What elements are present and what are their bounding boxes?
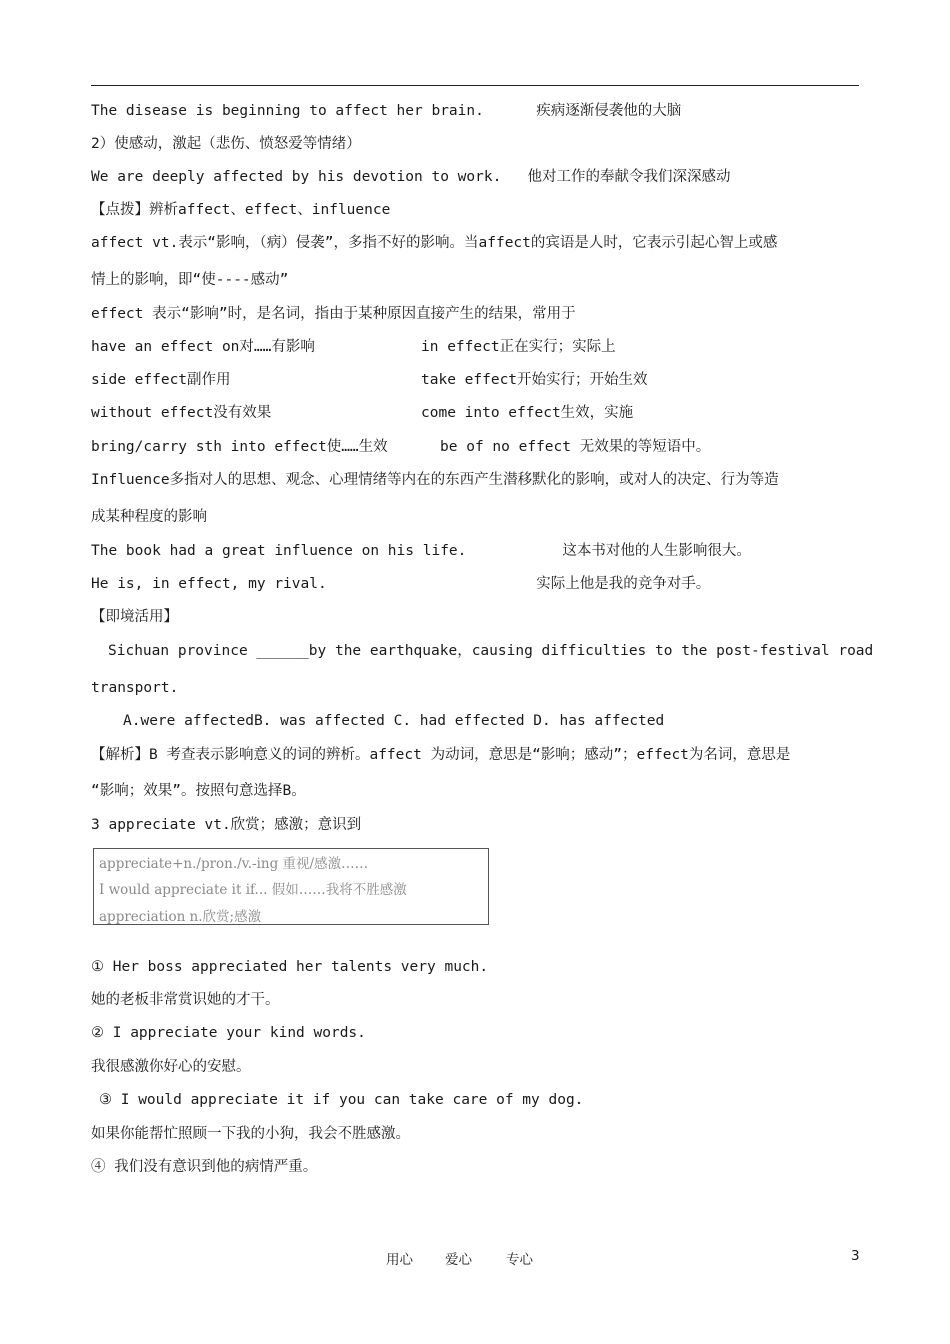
- footer-motto: 专心: [506, 1252, 533, 1268]
- question-text: Sichuan province ______by the earthquake，causing difficulties to the post-festival road: [108, 643, 874, 659]
- explanation-text: 【解析】B 考查表示影响意义的词的辨析。affect 为动词，意思是“影响；感动”；effect为名词，意思是: [91, 747, 791, 763]
- text-line: 情上的影响，即“使----感动”: [91, 272, 289, 288]
- explanation-text: “影响；效果”。按照句意选择B。: [91, 783, 306, 799]
- phrase-right: in effect正在实行；实际上: [421, 339, 616, 355]
- section-heading: 【即境活用】: [91, 609, 178, 625]
- text-line: Influence多指对人的思想、观念、心理情绪等内在的东西产生潜移默化的影响，或对人的决定、行为等造: [91, 472, 779, 488]
- text-line: We are deeply affected by his devotion to work. 他对工作的奉献令我们深深感动: [91, 169, 731, 185]
- example-en: ① Her boss appreciated her talents very much.: [91, 959, 489, 975]
- footer-motto: 爱心: [445, 1252, 472, 1268]
- answer-options: A.were affectedB. was affected C. had effected D. has affected: [123, 713, 665, 729]
- question-text: transport.: [91, 680, 179, 696]
- text-line: 成某种程度的影响: [91, 509, 207, 525]
- text-line: bring/carry sth into effect使……生效 be of no effect 无效果的等短语中。: [91, 439, 711, 455]
- usage-line: appreciate+n./pron./v.-ing 重视/感激……: [99, 856, 369, 872]
- usage-line: appreciation n.欣赏;感激: [99, 909, 262, 925]
- example-en: ③ I would appreciate it if you can take care of my dog.: [99, 1092, 584, 1108]
- example-en: ② I appreciate your kind words.: [91, 1025, 366, 1041]
- phrase-left: without effect没有效果: [91, 405, 272, 421]
- example-zh: 我很感激你好心的安慰。: [91, 1059, 251, 1075]
- text-line: affect vt.表示“影响，（病）侵袭”，多指不好的影响。当affect的宾语是人时，它表示引起心智上或感: [91, 235, 778, 251]
- usage-line: I would appreciate it if... 假如……我将不胜感激: [99, 882, 407, 898]
- word-entry-heading: 3 appreciate vt.欣赏；感激；意识到: [91, 817, 362, 833]
- phrase-right: come into effect生效，实施: [421, 405, 634, 421]
- usage-box: [93, 848, 489, 925]
- footer-motto: 用心: [386, 1252, 413, 1268]
- example-zh: 她的老板非常赏识她的才干。: [91, 992, 280, 1008]
- phrase-left: have an effect on对……有影响: [91, 339, 315, 355]
- header-rule: [91, 85, 859, 86]
- text-line: effect 表示“影响”时，是名词，指由于某种原因直接产生的结果，常用于: [91, 306, 576, 322]
- text-line: The book had a great influence on his life. 这本书对他的人生影响很大。: [91, 543, 751, 559]
- text-line: 2）使感动，激起（悲伤、愤怒爱等情绪）: [91, 136, 361, 152]
- page-number: 3: [851, 1248, 860, 1264]
- phrase-left: side effect副作用: [91, 372, 231, 388]
- example-zh: ④ 我们没有意识到他的病情严重。: [91, 1159, 318, 1175]
- text-line: He is, in effect, my rival. 实际上他是我的竞争对手。: [91, 576, 711, 592]
- phrase-right: take effect开始实行；开始生效: [421, 372, 648, 388]
- text-line: The disease is beginning to affect her brain. 疾病逐渐侵袭他的大脑: [91, 103, 682, 119]
- example-zh: 如果你能帮忙照顾一下我的小狗，我会不胜感激。: [91, 1126, 410, 1142]
- text-line: 【点拨】辨析affect、effect、influence: [91, 202, 391, 218]
